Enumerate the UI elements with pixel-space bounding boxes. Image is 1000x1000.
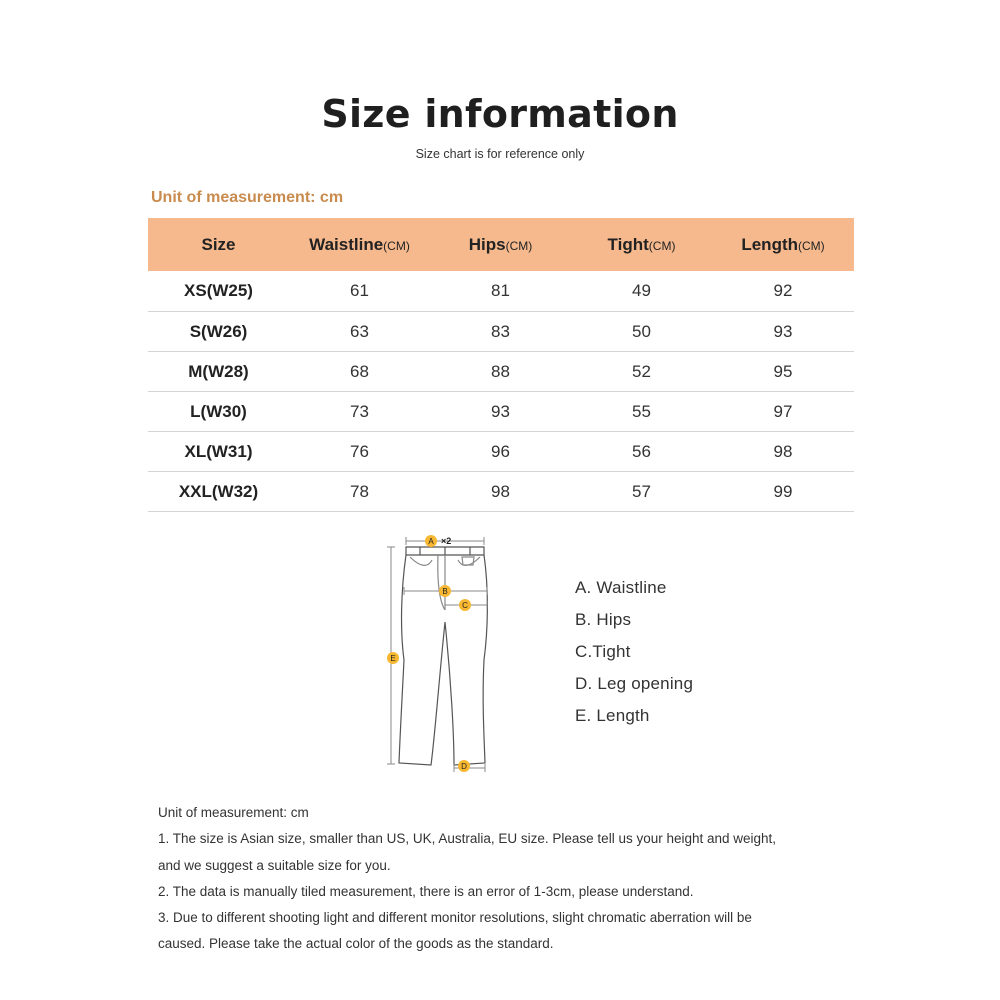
column-header-hips xyxy=(430,218,571,271)
column-header-unit: (CM) xyxy=(648,238,676,253)
table-cell: 88 xyxy=(430,352,571,392)
pants-outline xyxy=(399,547,487,765)
table-cell: 97 xyxy=(712,392,854,432)
column-header-label: Hips xyxy=(468,234,506,254)
table-cell: 81 xyxy=(430,271,571,312)
marker-e xyxy=(387,652,399,664)
table-cell: 68 xyxy=(289,352,430,392)
table-row xyxy=(148,432,854,472)
legend-item-waistline: A. Waistline xyxy=(575,578,667,597)
table-cell: 78 xyxy=(289,472,430,512)
table-row xyxy=(148,472,854,512)
size-cell: L(W30) xyxy=(148,392,289,432)
svg-text:C: C xyxy=(462,601,468,610)
waist-multiplier: ×2 xyxy=(441,536,452,546)
svg-text:D: D xyxy=(461,762,467,771)
note-item: 2. The data is manually tiled measurement, there is an error of 1-3cm, please understand. xyxy=(158,883,694,899)
page-title: Size information xyxy=(321,92,679,136)
marker-d xyxy=(458,760,470,772)
table-cell: 95 xyxy=(712,352,854,392)
column-header-unit: (CM) xyxy=(798,238,825,253)
table-cell: 56 xyxy=(571,432,712,472)
table-cell: 83 xyxy=(430,312,571,352)
svg-text:B: B xyxy=(442,587,448,596)
svg-text:A: A xyxy=(428,537,434,546)
legend-item-leg-opening: D. Leg opening xyxy=(575,674,694,693)
table-cell: 76 xyxy=(289,432,430,472)
column-header-tight xyxy=(571,218,712,271)
notes-section xyxy=(158,800,778,958)
table-cell: 49 xyxy=(571,271,712,312)
column-header-size xyxy=(148,218,289,271)
measurement-legend xyxy=(575,577,693,737)
table-cell: 98 xyxy=(430,472,571,512)
column-header-label: Length xyxy=(741,234,798,254)
column-header-unit: (CM) xyxy=(505,238,533,253)
marker-a xyxy=(425,535,437,547)
table-header-row xyxy=(148,218,854,271)
table-cell: 61 xyxy=(289,271,430,312)
table-cell: 63 xyxy=(289,312,430,352)
column-header-label: Waistline xyxy=(309,234,384,254)
table-cell: 50 xyxy=(571,312,712,352)
column-header-label: Size xyxy=(201,234,236,254)
note-unit: Unit of measurement: cm xyxy=(158,805,309,820)
legend-item-tight: C.Tight xyxy=(575,642,631,661)
table-cell: 96 xyxy=(430,432,571,472)
table-cell: 57 xyxy=(571,472,712,512)
legend-item-hips: B. Hips xyxy=(575,610,632,629)
column-header-label: Tight xyxy=(607,234,649,254)
note-item: 3. Due to different shooting light and different monitor resolutions, slight chromatic aberration will be caused. Please take the actual color of the goods as the standard. xyxy=(158,910,752,952)
table-cell: 73 xyxy=(289,392,430,432)
size-table xyxy=(148,218,854,512)
size-cell: XXL(W32) xyxy=(148,472,289,512)
column-header-length xyxy=(712,218,854,271)
table-row xyxy=(148,271,854,312)
size-cell: M(W28) xyxy=(148,352,289,392)
note-item: 1. The size is Asian size, smaller than US, UK, Australia, EU size. Please tell us your height and weight, and we suggest a suitable size for you. xyxy=(158,831,777,873)
size-cell: XL(W31) xyxy=(148,432,289,472)
marker-c xyxy=(459,599,471,611)
table-cell: 98 xyxy=(712,432,854,472)
pants-measurement-diagram xyxy=(380,530,500,780)
table-row xyxy=(148,312,854,352)
measurement-lines xyxy=(387,537,487,772)
table-row xyxy=(148,392,854,432)
column-header-unit: (CM) xyxy=(383,238,410,253)
svg-text:E: E xyxy=(390,654,396,663)
size-cell: S(W26) xyxy=(148,312,289,352)
table-cell: 92 xyxy=(712,271,854,312)
marker-b xyxy=(439,585,451,597)
page-subtitle: Size chart is for reference only xyxy=(415,147,585,161)
size-cell: XS(W25) xyxy=(148,271,289,312)
legend-item-length: E. Length xyxy=(575,706,650,725)
column-header-waistline xyxy=(289,218,430,271)
unit-heading: Unit of measurement: cm xyxy=(151,189,344,206)
table-cell: 93 xyxy=(712,312,854,352)
table-cell: 55 xyxy=(571,392,712,432)
table-cell: 93 xyxy=(430,392,571,432)
table-cell: 52 xyxy=(571,352,712,392)
table-row xyxy=(148,352,854,392)
table-cell: 99 xyxy=(712,472,854,512)
